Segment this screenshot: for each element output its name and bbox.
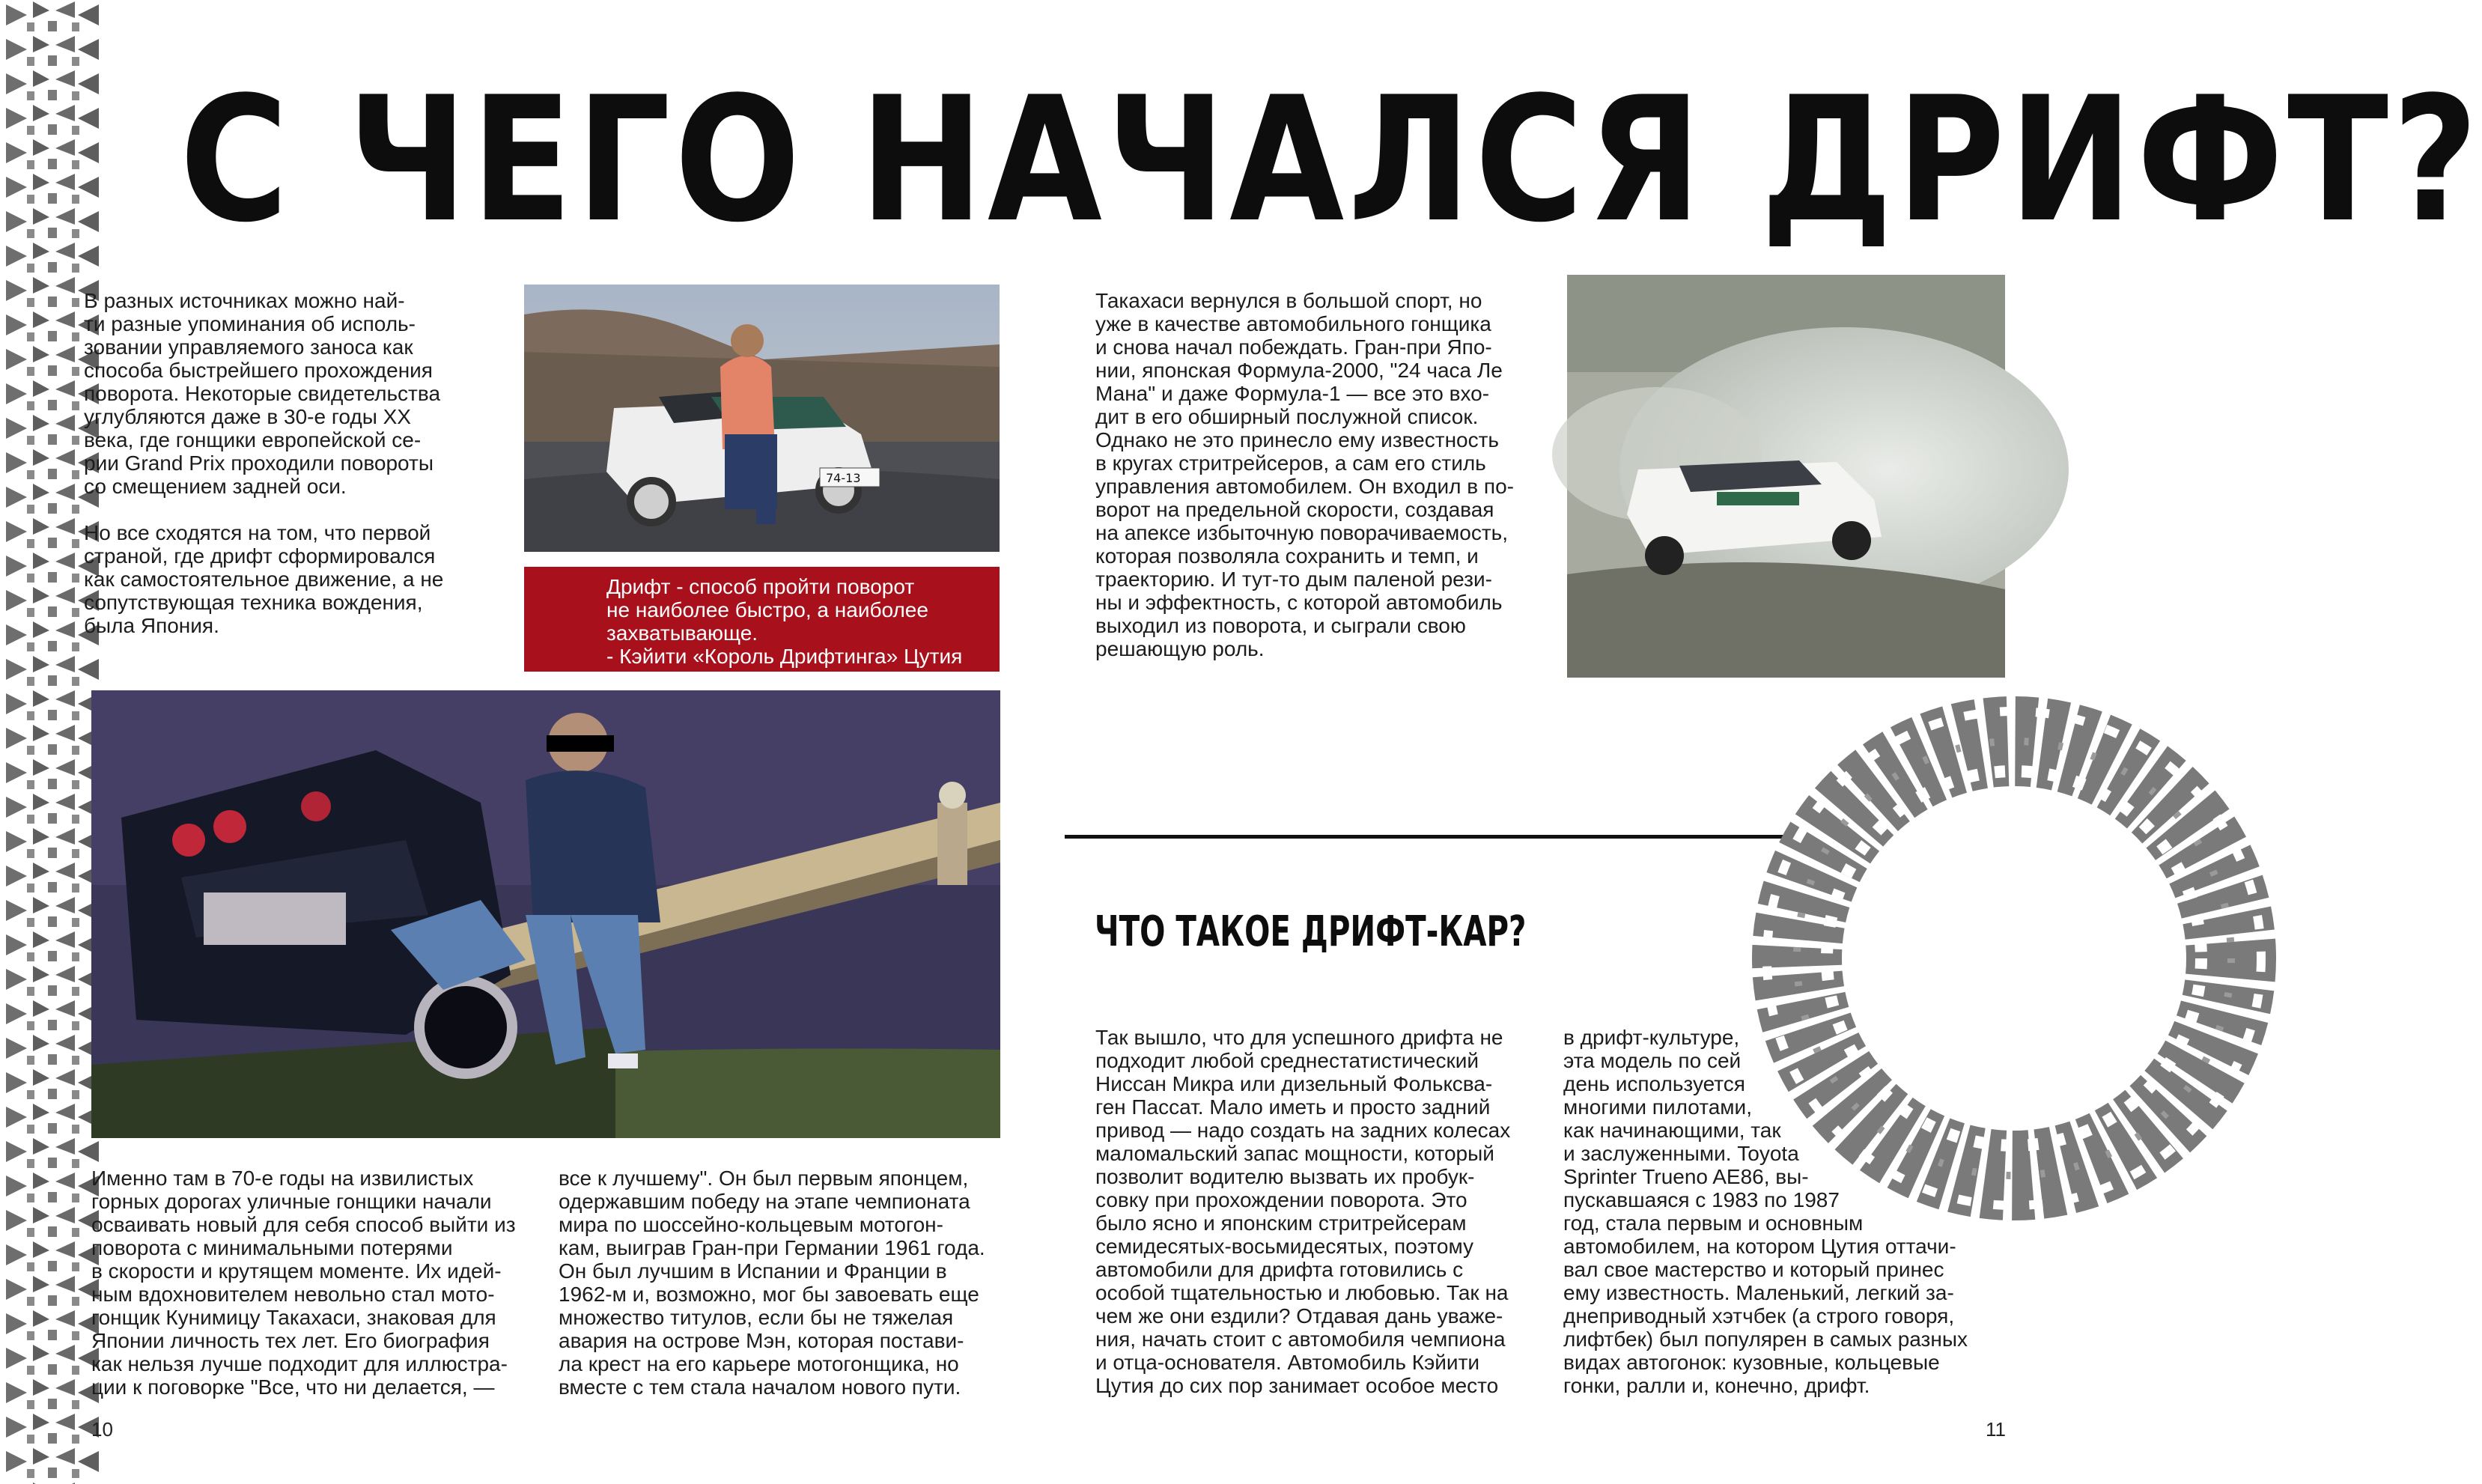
section-subtitle: ЧТО ТАКОЕ ДРИФТ-КАР? bbox=[1095, 907, 1527, 956]
page-number-right: 11 bbox=[1986, 1418, 2006, 1441]
night-car-photo bbox=[91, 690, 1000, 1138]
takahashi-text: Такахаси вернулся в большой спорт, но уже в качестве автомобильного гонщика и снова начал побеждать. Гран-при Япо- нии, японская Формула-2000, "24 часа Ле Мана" и даже Формула-1 — все это вхо- дит в его обширный послужной список. Однако не это принесло ему известность в кругах стритрейсеров, а сам его стиль управления автомобилем. Он входил в по- ворот на предельной скорости, создавая на апексе избыточную поворачиваемость, которая позволяла сохранить и темп, и траекторию. И тут-то дым паленой рези- ны и эффектность, с которой автомобиль выходил из поворота, и сыграли свою решающую роль. bbox=[1095, 289, 1514, 660]
drift-car-text-part1: Так вышло, что для успешного дрифта не подходит любой среднестатистический Ниссан Микра или дизельный Фолькcва- ген Пассат. Мало иметь и просто задний привод — надо создать на задних колесах маломальский запас мощности, который позволит водителю вызвать их пробук- совку при прохождении поворота. Это было ясно и японским стритрейсерам семидесятых-восьмидесятых, поэтому автомобили для дрифта готовились с особой тщательностью и любовью. Так на чем же они ездили? Отдавая дань уваже- ния, начать стоит с автомобиля чемпиона и отца-основателя. Автомобиль Кэйити Цутия до сих пор занимает особое место bbox=[1095, 1026, 1511, 1397]
tire-tread-strip bbox=[0, 0, 105, 1484]
drift-smoke-photo bbox=[1567, 275, 2005, 678]
plate-text: 74-13 bbox=[826, 471, 861, 485]
quote-text: Дрифт - способ пройти поворот не наиболее быстро, а наиболее захватывающе. - Кэйити «Король Дрифтинга» Цутия bbox=[606, 575, 963, 668]
section-divider bbox=[1065, 835, 1795, 839]
ae86-photo bbox=[524, 285, 1000, 552]
takahashi-bio-part2: все к лучшему". Он был первым японцем, одержавшим победу на этапе чемпионата мира по шоссейно-кольцевым мотогон- кам, выиграв Гран-при Германии 1961 года. Он был лучшим в Испании и Франции в 1962-м и, возможно, мог бы завоевать еще множество титулов, если бы не тяжелая авария на острове Мэн, которая постави- ла крест на его карьере мотогонщика, но вместе с тем стала началом нового пути. bbox=[559, 1167, 985, 1399]
drift-car-text-part2: в дрифт-культуре, эта модель по сей день используется многими пилотами, как начинающими, так и заслуженными. Toyota Sprinter Trueno AE86, вы- пускавшаяся с 1983 по 1987 год, стала первым и основным автомобилем, на котором Цутия оттачи- вал свое мастерство и который принес ему известность. Маленький, легкий за- днеприводный хэтчбек (а строго говоря, лифтбек) был популярен в самых разных видах автогонок: кузовные, кольцевые гонки, ралли и, конечно, дрифт. bbox=[1563, 1026, 1968, 1397]
takahashi-bio-part1: Именно там в 70-е годы на извилистых горных дорогах уличные гонщики начали осваивать новый для себя способ выйти из поворота с минимальными потерями в скорости и крутящем моменте. Их идей- ным вдохновителем невольно стал мото- гонщик Кунимицу Такахаси, знаковая для Японии личность тех лет. Его биография как нельзя лучше подходит для иллюстра- ции к поговорке "Все, что ни делается, — bbox=[91, 1167, 516, 1399]
page-number-left: 10 bbox=[91, 1418, 113, 1441]
page-title: С ЧЕГО НАЧАЛСЯ ДРИФТ? bbox=[180, 61, 2482, 261]
intro-text: В разных источниках можно най- ти разные упоминания об исполь- зовании управляемого заноса как способа быстрейшего прохождения поворота. Некоторые свидетельства углубляются даже в 30-е годы XX века, где гонщики европейской се- рии Grand Prix проходили повороты со смещением задней оси. Но все сходятся на том, что первой страной, где дрифт сформировался как самостоятельное движение, а не сопутствующая техника вождения, была Япония. bbox=[84, 289, 444, 637]
